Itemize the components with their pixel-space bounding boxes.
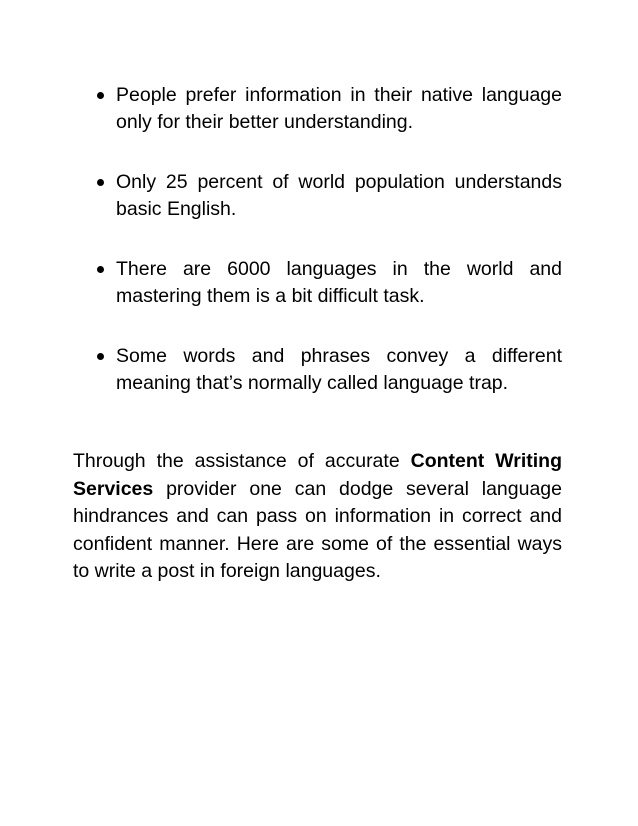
bullet-text: Some words and phrases convey a different meaning that’s normally called language trap. <box>116 345 562 394</box>
bullet-icon <box>97 353 104 360</box>
bullet-icon <box>97 92 104 99</box>
bullet-list <box>97 82 562 397</box>
paragraph-rest: provider one can dodge several language hindrances and can pass on information in correct and confident manner. Here are some of the essential ways to write a post in foreign languages. <box>73 477 562 582</box>
bullet-text: Only 25 percent of world population understands basic English. <box>116 171 562 220</box>
bullet-item <box>97 82 562 136</box>
body-paragraph <box>73 448 562 586</box>
bullet-icon <box>97 179 104 186</box>
bullet-item <box>97 343 562 397</box>
bullet-icon <box>97 266 104 273</box>
bullet-text: There are 6000 languages in the world and mastering them is a bit difficult task. <box>116 258 562 307</box>
bullet-item <box>97 169 562 223</box>
bullet-text: People prefer information in their native language only for their better understanding. <box>116 84 562 133</box>
paragraph-intro: Through the assistance of accurate <box>73 450 411 472</box>
bullet-item <box>97 256 562 310</box>
highlight-text: Content Writing Services <box>73 450 562 500</box>
